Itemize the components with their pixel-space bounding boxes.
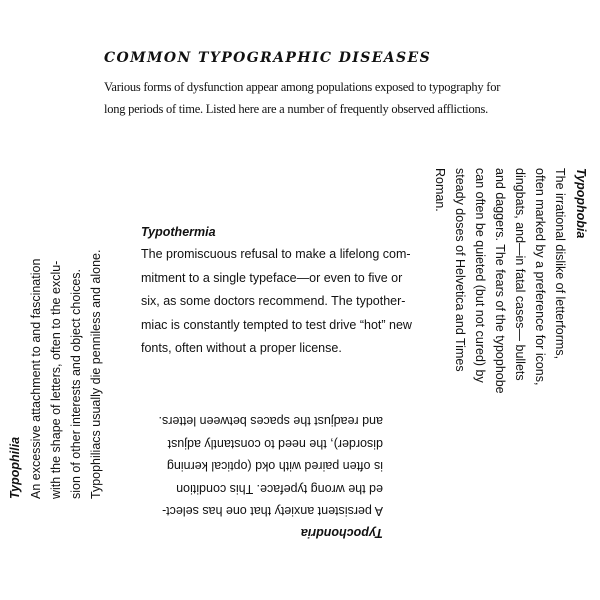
typothermia-line: mitment to a single typeface—or even to five or <box>141 270 403 285</box>
typophobia-line: and daggers. The fears of the typophobe <box>493 168 507 394</box>
typophilia-heading: Typophilia <box>8 436 22 499</box>
typochondria-heading: Typochondria <box>300 526 383 541</box>
typothermia-line: The promiscuous refusal to make a lifelong com- <box>141 247 411 261</box>
typophobia-line: often marked by a preference for icons, <box>533 168 547 386</box>
typophilia-line: with the shape of letters, often to the exclu- <box>49 260 63 499</box>
typothermia-entry <box>141 222 412 361</box>
intro-line: Various forms of dysfunction appear among populations exposed to typography for <box>104 80 501 94</box>
typophobia-line: The irrational dislike of letterforms, <box>553 168 567 360</box>
typothermia-line: miac is constantly tempted to test drive “hot” new <box>141 317 412 332</box>
typophobia-heading: Typophobia <box>574 168 588 239</box>
typophobia-line: can often be quieted (but not cured) by <box>473 168 487 383</box>
page-title: COMMON TYPOGRAPHIC DISEASES <box>104 50 432 66</box>
typochondria-line: disorder), the need to constantly adjust <box>167 436 383 451</box>
typochondria-line: ed the wrong typeface. This condition <box>176 481 383 496</box>
typochondria-entry <box>128 410 383 544</box>
typochondria-line: is often paired with okd (optical kerning <box>166 459 383 474</box>
typophilia-line: An excessive attachment to and fascination <box>29 258 43 499</box>
typophobia-line: Roman. <box>433 168 447 212</box>
typochondria-line: A persistent anxiety that one has select- <box>162 504 383 519</box>
typophobia-line: steady doses of Helvetica and Times <box>453 168 467 372</box>
intro-paragraph <box>104 76 504 120</box>
typothermia-line: fonts, often without a proper license. <box>141 341 342 355</box>
typophilia-line: sion of other interests and object choices. <box>69 269 83 499</box>
typothermia-heading: Typothermia <box>141 225 216 239</box>
typophilia-entry <box>5 169 106 499</box>
typothermia-line: six, as some doctors recommend. The typother- <box>141 294 406 308</box>
typochondria-line: and readjust the spaces between letters. <box>158 414 383 429</box>
typophobia-entry <box>430 168 591 468</box>
typophilia-line: Typophiliacs usually die penniless and alone. <box>89 249 103 499</box>
typophobia-line: dingbats, and—in fatal cases— bullets <box>513 168 527 381</box>
intro-line: long periods of time. Listed here are a number of frequently observed afflictions. <box>104 102 488 116</box>
